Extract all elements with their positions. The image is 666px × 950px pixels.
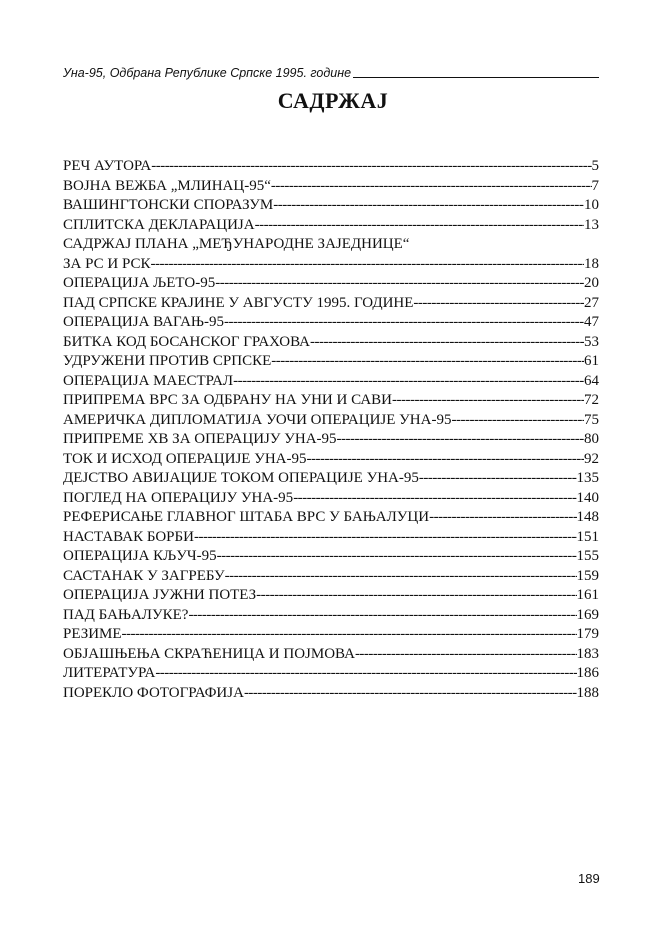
toc-entry-title: ТОК И ИСХОД ОПЕРАЦИЈЕ УНА-95 xyxy=(63,450,307,467)
toc-leader xyxy=(194,528,577,548)
toc-entry-page: 53 xyxy=(584,333,599,350)
toc-entry-page: 179 xyxy=(576,626,599,642)
toc-leader xyxy=(224,313,584,333)
toc-entry xyxy=(63,450,599,470)
toc-entry xyxy=(63,157,599,177)
toc-entry xyxy=(63,645,599,665)
toc-entry-page: 61 xyxy=(584,353,599,369)
toc-entry-page: 64 xyxy=(584,372,599,389)
toc-leader xyxy=(413,294,584,314)
toc-leader xyxy=(271,352,584,372)
page-number: 189 xyxy=(578,871,600,886)
header-rule xyxy=(353,77,599,78)
toc-entry xyxy=(63,216,599,236)
toc-entry xyxy=(63,352,599,372)
toc-entry xyxy=(63,528,599,548)
toc-entry-page: 155 xyxy=(576,548,599,564)
toc-entry-page: 148 xyxy=(576,509,599,525)
toc-entry-page: 18 xyxy=(584,255,599,272)
toc-entry-title: ОБЈАШЊЕЊА СКРАЋЕНИЦА И ПОЈМОВА xyxy=(63,645,355,662)
toc-entry xyxy=(63,567,599,587)
toc-entry-title: ЗА РС И РСК xyxy=(63,255,151,272)
toc-entry xyxy=(63,294,599,314)
toc-leader xyxy=(215,274,584,294)
toc-entry-page: 151 xyxy=(576,528,599,545)
toc-leader xyxy=(151,255,585,275)
toc-entry-page: 80 xyxy=(584,431,599,447)
toc-leader xyxy=(419,469,577,489)
toc-leader xyxy=(155,664,576,684)
toc-entry-page: 72 xyxy=(584,392,599,408)
toc-entry xyxy=(63,625,599,645)
toc-entry-title: ЛИТЕРАТУРА xyxy=(63,665,156,681)
toc-entry-title: ОПЕРАЦИЈА КЉУЧ-95 xyxy=(63,548,217,564)
page-title: САДРЖАЈ xyxy=(277,88,389,113)
toc-entry-page: 161 xyxy=(576,587,599,603)
toc-entry xyxy=(63,313,599,333)
running-header xyxy=(63,64,599,80)
toc-entry-title: ПОГЛЕД НА ОПЕРАЦИЈУ УНА-95 xyxy=(63,489,294,506)
toc-entry-page: 183 xyxy=(576,645,599,662)
toc-entry-title: ПАД БАЊАЛУКЕ? xyxy=(63,606,189,623)
toc-entry xyxy=(63,196,599,216)
toc-entry xyxy=(63,664,599,684)
toc-entry-page: 186 xyxy=(576,665,599,681)
toc-entry-page: 135 xyxy=(576,470,599,486)
toc-entry-page: 10 xyxy=(584,197,599,213)
toc-entry-title: БИТКА КОД БОСАНСКОГ ГРАХОВА xyxy=(63,333,310,350)
toc-leader xyxy=(392,391,584,411)
toc-entry-page: 7 xyxy=(591,177,599,194)
toc-entry-title: РЕЗИМЕ xyxy=(63,626,122,642)
toc-entry xyxy=(63,684,599,704)
table-of-contents xyxy=(63,157,599,703)
toc-entry xyxy=(63,391,599,411)
toc-entry-page: 5 xyxy=(591,158,599,174)
toc-entry xyxy=(63,255,599,275)
toc-leader xyxy=(151,157,591,177)
toc-entry-title: НАСТАВАК БОРБИ xyxy=(63,528,194,545)
toc-entry-title: УДРУЖЕНИ ПРОТИВ СРПСКЕ xyxy=(63,353,272,369)
toc-leader xyxy=(188,606,576,626)
toc-entry-title: САСТАНАК У ЗАГРЕБУ xyxy=(63,567,225,584)
toc-entry-title: ПАД СРПСКЕ КРАЈИНЕ У АВГУСТУ 1995. ГОДИНЕ xyxy=(63,294,414,311)
toc-entry xyxy=(63,274,599,294)
toc-entry xyxy=(63,430,599,450)
toc-leader xyxy=(256,586,576,606)
toc-entry xyxy=(63,372,599,392)
toc-entry-title: ВАШИНГТОНСКИ СПОРАЗУМ xyxy=(63,197,274,213)
toc-leader xyxy=(233,372,584,392)
toc-entry xyxy=(63,333,599,353)
toc-leader xyxy=(429,508,576,528)
toc-entry-title: ОПЕРАЦИЈА ЈУЖНИ ПОТЕЗ xyxy=(63,587,257,603)
toc-entry xyxy=(63,411,599,431)
toc-entry-page: 140 xyxy=(576,489,599,506)
toc-entry-page: 159 xyxy=(576,567,599,584)
toc-leader xyxy=(273,196,584,216)
toc-leader xyxy=(310,333,584,353)
toc-leader xyxy=(225,567,577,587)
toc-entry xyxy=(63,177,599,197)
toc-entry-title: РЕЧ АУТОРА xyxy=(63,158,152,174)
toc-entry-title: ДЕЈСТВО АВИЈАЦИЈЕ ТОКОМ ОПЕРАЦИЈЕ УНА-95 xyxy=(63,470,419,486)
toc-leader xyxy=(122,625,577,645)
toc-entry-title: ПОРЕКЛО ФОТОГРАФИЈА xyxy=(63,684,244,701)
toc-entry-page: 169 xyxy=(576,606,599,623)
toc-entry-page: 188 xyxy=(576,684,599,701)
toc-entry-title: САДРЖАЈ ПЛАНА „МЕЂУНАРОДНЕ ЗАЈЕДНИЦЕ“ xyxy=(63,236,410,252)
running-title: Уна-95, Одбрана Републике Српске 1995. године xyxy=(63,66,352,80)
toc-entry-page: 47 xyxy=(584,314,599,330)
toc-leader xyxy=(244,684,577,704)
toc-entry xyxy=(63,235,599,255)
toc-entry xyxy=(63,547,599,567)
toc-leader xyxy=(307,450,584,470)
toc-entry-page: 75 xyxy=(584,411,599,428)
toc-entry xyxy=(63,508,599,528)
toc-entry-page: 20 xyxy=(584,275,599,291)
toc-entry xyxy=(63,606,599,626)
toc-entry-title: ОПЕРАЦИЈА ВАГАЊ-95 xyxy=(63,314,225,330)
toc-entry-title: РЕФЕРИСАЊЕ ГЛАВНОГ ШТАБА ВРС У БАЊАЛУЦИ xyxy=(63,509,430,525)
toc-entry-title: ВОЈНА ВЕЖБА „МЛИНАЦ-95“ xyxy=(63,177,271,194)
toc-entry-title: ПРИПРЕМЕ ХВ ЗА ОПЕРАЦИЈУ УНА-95 xyxy=(63,431,337,447)
toc-entry-page: 13 xyxy=(584,216,599,233)
toc-entry-title: АМЕРИЧКА ДИПЛОМАТИЈА УОЧИ ОПЕРАЦИЈЕ УНА-95 xyxy=(63,411,452,428)
toc-leader xyxy=(255,216,584,236)
toc-leader xyxy=(451,411,584,431)
toc-leader xyxy=(271,177,592,197)
toc-leader xyxy=(355,645,577,665)
toc-entry-title: ОПЕРАЦИЈА ЉЕТО-95 xyxy=(63,275,216,291)
toc-entry xyxy=(63,586,599,606)
toc-entry-title: СПЛИТСКА ДЕКЛАРАЦИЈА xyxy=(63,216,255,233)
toc-leader xyxy=(337,430,584,450)
toc-entry-title: ОПЕРАЦИЈА МАЕСТРАЛ xyxy=(63,372,234,389)
toc-entry xyxy=(63,489,599,509)
toc-entry-page: 27 xyxy=(584,294,599,311)
toc-leader xyxy=(293,489,576,509)
toc-entry-page: 92 xyxy=(584,450,599,467)
toc-entry xyxy=(63,469,599,489)
toc-leader xyxy=(217,547,577,567)
toc-entry-title: ПРИПРЕМА ВРС ЗА ОДБРАНУ НА УНИ И САВИ xyxy=(63,392,392,408)
